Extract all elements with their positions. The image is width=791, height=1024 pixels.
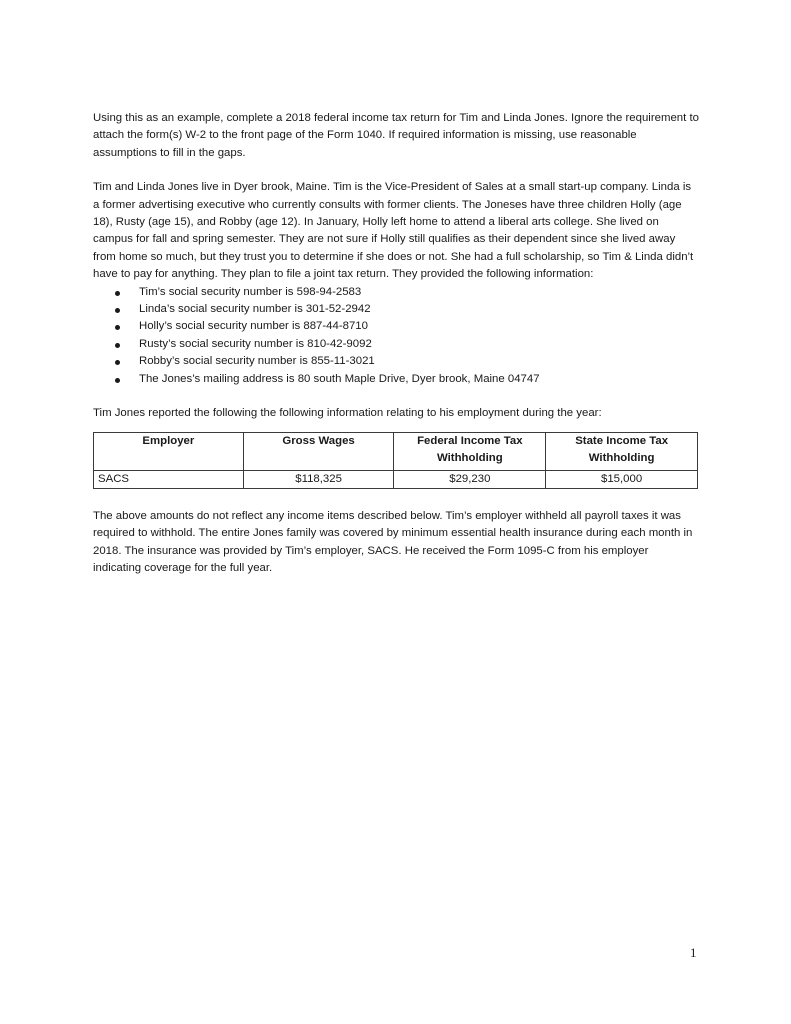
list-item	[139, 371, 699, 388]
list-item-text: Robby’s social security number is 855-11-3021	[139, 355, 375, 368]
bullet-icon	[115, 360, 120, 365]
column-header-employer: Employer	[94, 432, 244, 470]
table-header-row	[94, 432, 698, 470]
page-number: 1	[690, 945, 697, 960]
list-item-text: Linda’s social security number is 301-52-2942	[139, 303, 371, 316]
info-bullet-list	[93, 284, 699, 388]
intro-paragraph: Using this as an example, complete a 2018 federal income tax return for Tim and Linda Jones. Ignore the requirement to attach the form(s) W-2 to the front page of the Form 1040. If required information is missing, use reasonable assumptions to fill in the gaps.	[93, 112, 699, 159]
list-item	[139, 301, 699, 318]
list-item-text: Rusty’s social security number is 810-42-9092	[139, 337, 372, 350]
list-item-text: The Jones’s mailing address is 80 south Maple Drive, Dyer brook, Maine 04747	[139, 372, 540, 385]
employment-intro-paragraph: Tim Jones reported the following the following information relating to his employment during the year:	[93, 407, 602, 420]
list-item	[139, 284, 699, 301]
employment-table	[93, 432, 698, 489]
spacer	[93, 388, 699, 405]
bullet-icon	[115, 291, 120, 296]
bullet-icon	[115, 343, 120, 348]
column-header-federal-withholding: Federal Income Tax Withholding	[394, 432, 546, 470]
cell-federal-withholding: $29,230	[394, 470, 546, 488]
bullet-icon	[115, 325, 120, 330]
cell-gross-wages: $118,325	[243, 470, 394, 488]
bullet-icon	[115, 308, 120, 313]
list-item-text: Holly’s social security number is 887-44-8710	[139, 320, 368, 333]
cell-employer: SACS	[94, 470, 244, 488]
document-body	[93, 110, 699, 595]
list-item	[139, 353, 699, 370]
cell-state-withholding: $15,000	[546, 470, 698, 488]
list-item	[139, 336, 699, 353]
table-row	[94, 470, 698, 488]
closing-paragraph: The above amounts do not reflect any income items described below. Tim’s employer withheld all payroll taxes it was required to withhold. The entire Jones family was covered by minimum essential health insurance during each month in 2018. The insurance was provided by Tim’s employer, SACS. He received the Form 1095-C from his employer indicating coverage for the full year.	[93, 509, 693, 575]
list-item	[139, 318, 699, 335]
column-header-gross-wages: Gross Wages	[243, 432, 394, 470]
bullet-icon	[115, 378, 120, 383]
background-paragraph: Tim and Linda Jones live in Dyer brook, Maine. Tim is the Vice-President of Sales at a small start-up company. Linda is a former advertising executive who currently consults with former clients. The Joneses have three children Holly (age 18), Rusty (age 15), and Robby (age 12). In January, Holly left home to attend a liberal arts college. She lived on campus for fall and spring semester. They are not sure if Holly still qualifies as their dependent since she lived away from home so much, but they trust you to determine if she does or not. She had a full scholarship, so Tim & Linda didn’t have to pay for anything. They plan to file a joint tax return. They provided the following information:	[93, 181, 694, 281]
list-item-text: Tim’s social security number is 598-94-2583	[139, 285, 362, 298]
column-header-state-withholding: State Income Tax Withholding	[546, 432, 698, 470]
